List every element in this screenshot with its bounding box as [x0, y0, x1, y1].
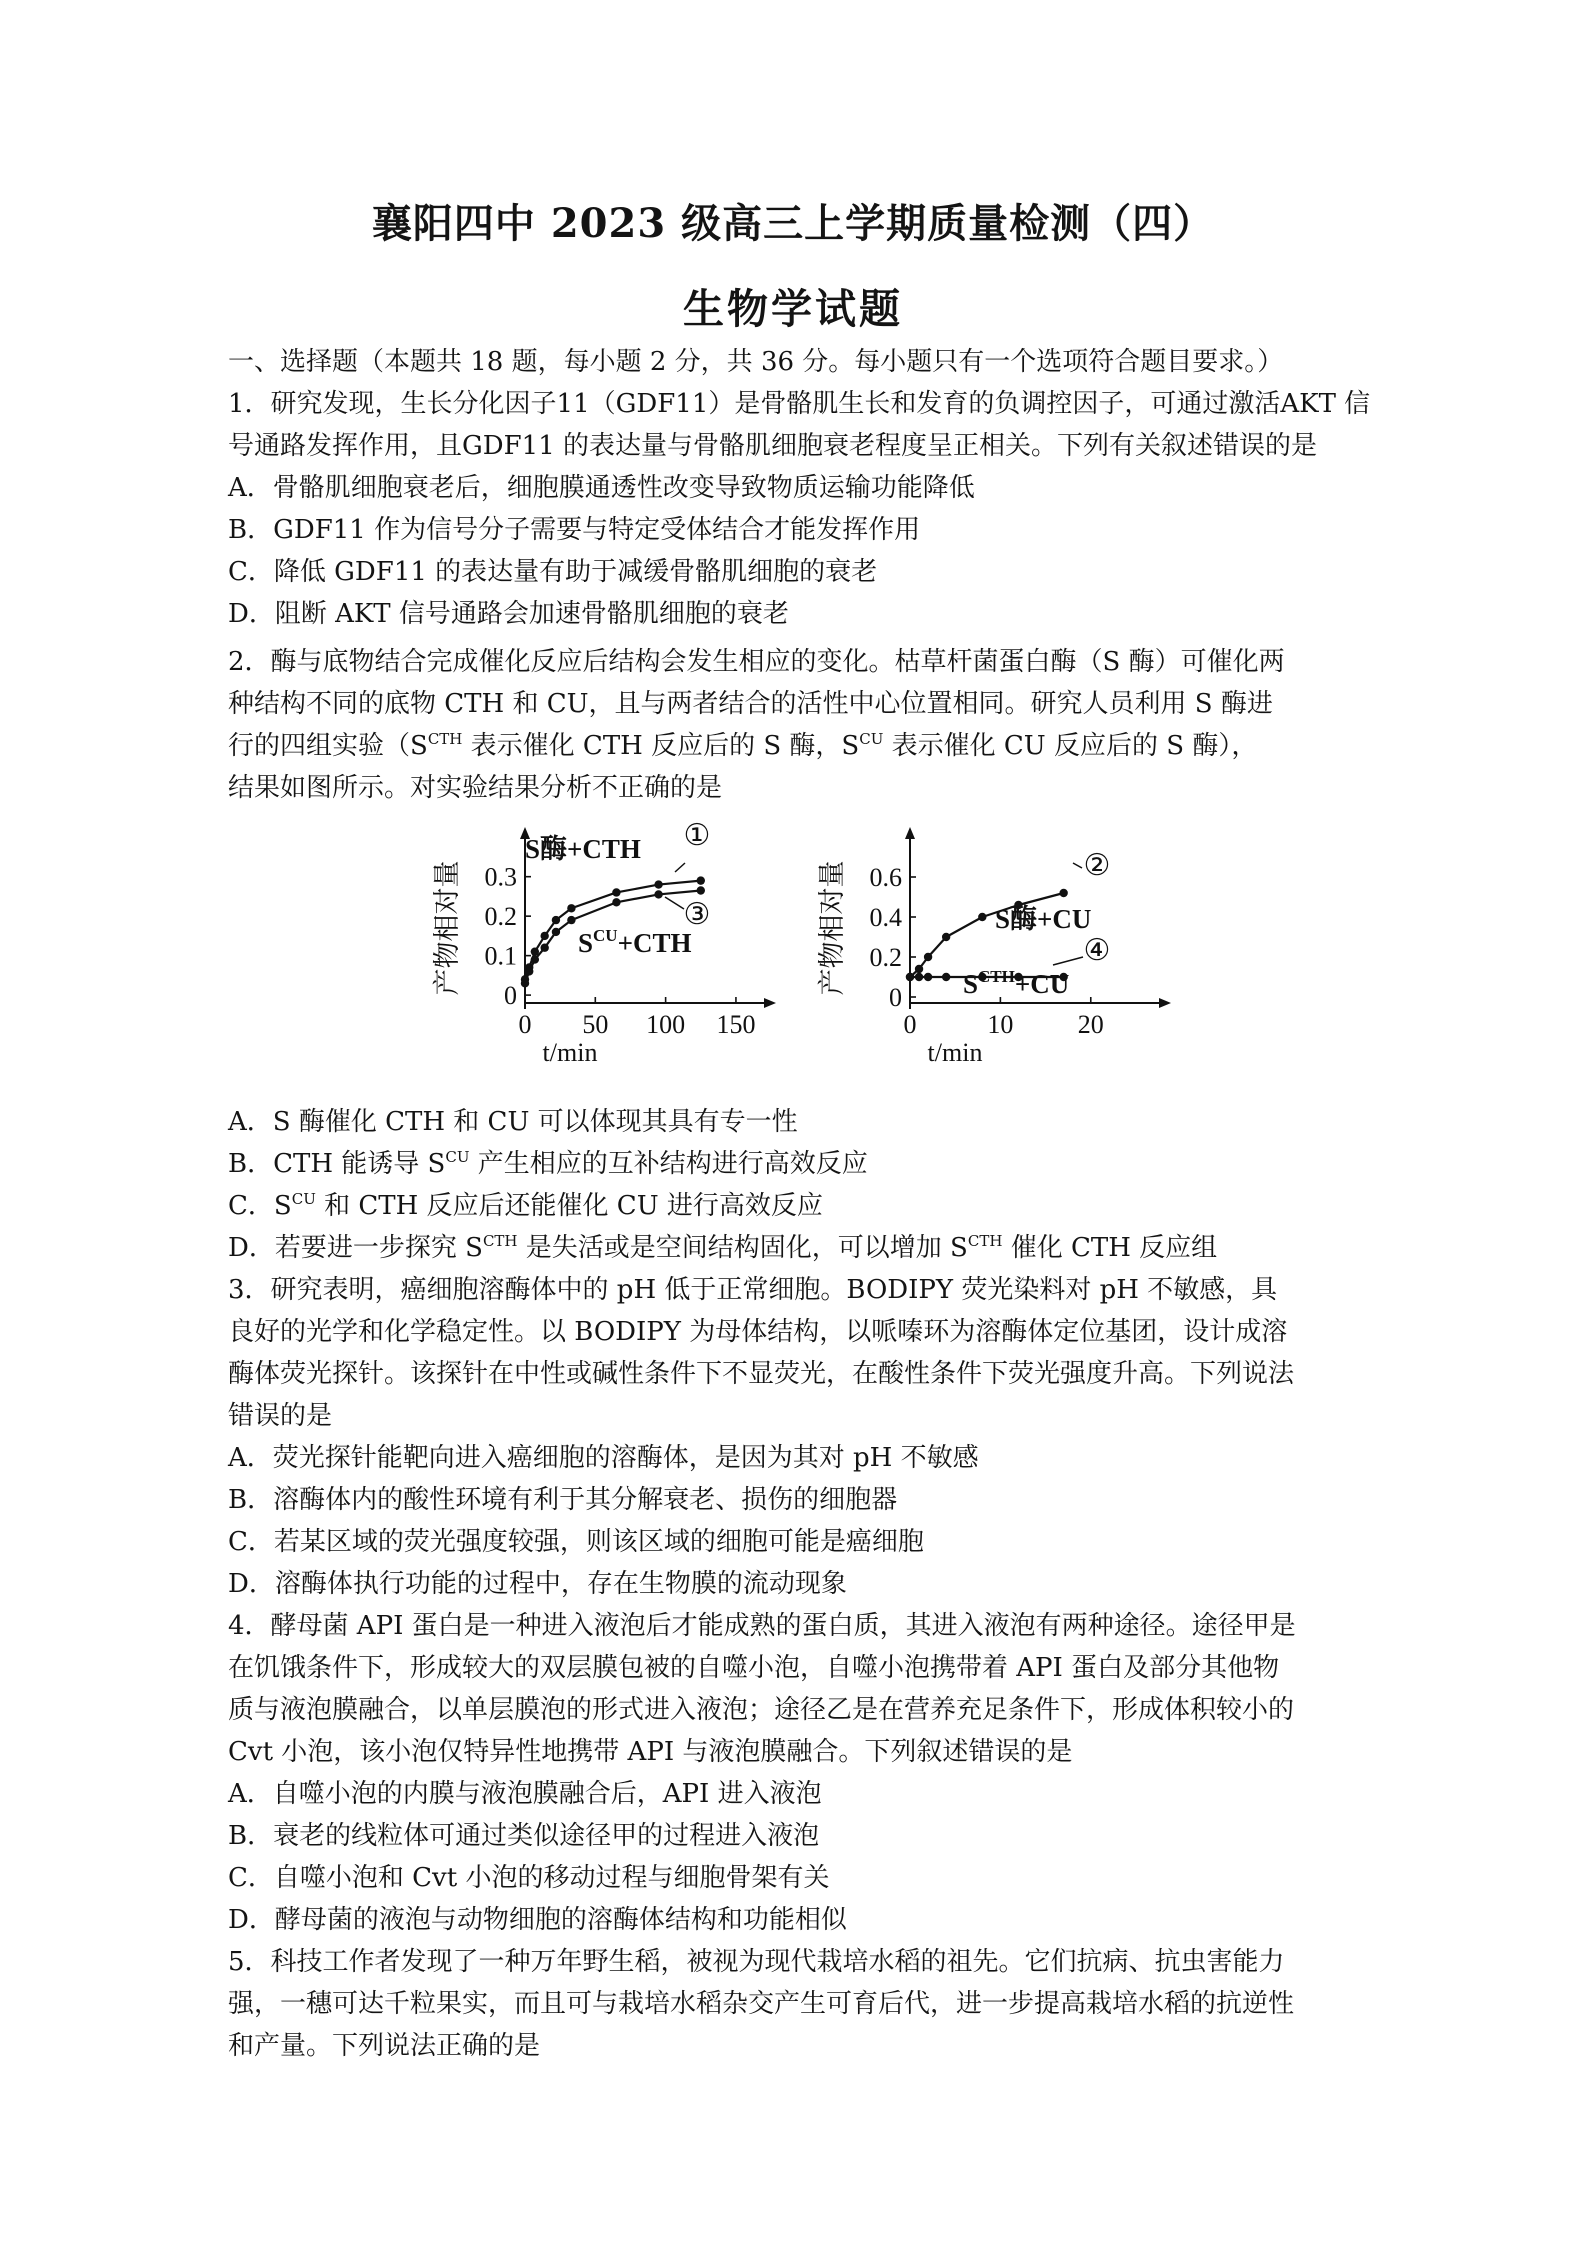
q3-stem-line: 良好的光学和化学稳定性。以 BODIPY 为母体结构，以哌嗪环为溶酶体定位基团，设计成溶 — [228, 1317, 1288, 1347]
marker-leader — [1053, 957, 1083, 965]
y-tick-label: 0.2 — [484, 902, 517, 932]
data-point — [978, 913, 986, 921]
q2-option-d: D．若要进一步探究 $S^{CTH}$ 是失活或是空间结构固化，可以增加 $S^{CTH}$ 催化 CTH 反应组 — [228, 1232, 1218, 1263]
series-label-upper: S酶+CU — [995, 904, 1092, 934]
q2-stem-line: 结果如图所示。对实验结果分析不正确的是 — [228, 773, 723, 803]
data-point — [654, 890, 662, 898]
x-tick-label: 150 — [716, 1010, 756, 1039]
q4-option-d: D．酵母菌的液泡与动物细胞的溶酶体结构和功能相似 — [228, 1905, 847, 1935]
q1-option-c: C．降低 GDF11 的表达量有助于减缓骨骼肌细胞的衰老 — [228, 557, 878, 587]
data-point — [540, 932, 548, 940]
q3-stem-line: 错误的是 — [228, 1401, 333, 1431]
marker-leader — [675, 863, 685, 872]
series-label-lower: $S^{CTH}+CU$ — [963, 967, 1070, 999]
q1-stem-line: 号通路发挥作用，且GDF11 的表达量与骨骼肌细胞衰老程度呈正相关。下列有关叙述错误的是 — [228, 431, 1318, 461]
data-point — [906, 973, 914, 981]
x-axis-arrow — [764, 998, 776, 1008]
data-point — [942, 973, 950, 981]
y-tick-label: 0.1 — [484, 941, 517, 971]
data-point — [942, 933, 950, 941]
q2-option-a: A．S 酶催化 CTH 和 CU 可以体现其具有专一性 — [228, 1107, 798, 1137]
y-tick-label: 0.3 — [484, 862, 517, 892]
x-axis-label: t/min — [542, 1038, 598, 1067]
q2-stem-line: 行的四组实验（$S^{CTH}$ 表示催化 CTH 反应后的 S 酶，$S^{CU}$ 表示催化 CU 反应后的 S 酶）， — [228, 730, 1258, 761]
data-point — [552, 928, 560, 936]
q3-stem-line: 酶体荧光探针。该探针在中性或碱性条件下不显荧光，在酸性条件下荧光强度升高。下列说法 — [228, 1359, 1295, 1389]
q5-stem-line: 5．科技工作者发现了一种万年野生稻，被视为现代栽培水稻的祖先。它们抗病、抗虫害能力 — [228, 1947, 1285, 1977]
q5-stem-line: 强，一穗可达千粒果实，而且可与栽培水稻杂交产生可育后代，进一步提高栽培水稻的抗逆性 — [228, 1989, 1295, 2019]
series-marker: ② — [1083, 849, 1111, 882]
section-heading: 一、选择题（本题共 18 题，每小题 2 分，共 36 分。每小题只有一个选项符合题目要求。） — [228, 347, 1284, 377]
q4-stem-line: 在饥饿条件下，形成较大的双层膜包被的自噬小泡，自噬小泡携带着 API 蛋白及部分其他物 — [228, 1653, 1280, 1683]
series-marker: ① — [683, 819, 711, 852]
q5-stem-line: 和产量。下列说法正确的是 — [228, 2031, 541, 2061]
series-label-upper: S酶+CTH — [525, 834, 641, 864]
x-tick-label: 20 — [1077, 1010, 1104, 1039]
data-point — [612, 898, 620, 906]
data-point — [915, 965, 923, 973]
series-marker: ③ — [683, 898, 711, 931]
x-tick-label: 100 — [646, 1010, 686, 1039]
y-tick-label: 0.2 — [869, 943, 902, 972]
q4-option-c: C．自噬小泡和 Cvt 小泡的移动过程与细胞骨架有关 — [228, 1863, 830, 1893]
marker-leader — [665, 897, 684, 909]
q3-option-b: B．溶酶体内的酸性环境有利于其分解衰老、损伤的细胞器 — [228, 1485, 898, 1515]
data-point — [567, 916, 575, 924]
chart-left — [420, 805, 800, 1095]
exam-title: 襄阳四中 2023 级高三上学期质量检测（四） — [371, 200, 1215, 247]
data-point — [915, 973, 923, 981]
q1-option-b: B．GDF11 作为信号分子需要与特定受体结合才能发挥作用 — [228, 515, 921, 545]
exam-subtitle: 生物学试题 — [683, 285, 903, 333]
q2-option-c: C．$S^{CU}$ 和 CTH 反应后还能催化 CU 进行高效反应 — [228, 1190, 823, 1221]
chart-right — [805, 805, 1175, 1095]
q3-option-a: A．荧光探针能靶向进入癌细胞的溶酶体，是因为其对 pH 不敏感 — [228, 1443, 979, 1473]
y-tick-label: 0.4 — [869, 903, 902, 932]
y-axis-label: 产物相对量 — [432, 860, 462, 996]
q2-stem-line: 2．酶与底物结合完成催化反应后结构会发生相应的变化。枯草杆菌蛋白酶（S 酶）可催化两 — [228, 647, 1285, 677]
data-point — [924, 953, 932, 961]
data-point — [924, 973, 932, 981]
y-tick-label: 0 — [889, 983, 902, 1012]
x-tick-label: 50 — [582, 1010, 609, 1039]
q2-stem-line: 种结构不同的底物 CTH 和 CU，且与两者结合的活性中心位置相同。研究人员利用 S 酶进 — [228, 689, 1273, 719]
q1-option-a: A．骨骼肌细胞衰老后，细胞膜通透性改变导致物质运输功能降低 — [228, 473, 975, 503]
data-point — [654, 880, 662, 888]
q4-stem-line: Cvt 小泡，该小泡仅特异性地携带 API 与液泡膜融合。下列叙述错误的是 — [228, 1737, 1073, 1767]
q1-option-d: D．阻断 AKT 信号通路会加速骨骼肌细胞的衰老 — [228, 599, 789, 629]
data-point — [612, 888, 620, 896]
x-tick-label: 10 — [987, 1010, 1014, 1039]
q4-option-b: B．衰老的线粒体可通过类似途径甲的过程进入液泡 — [228, 1821, 820, 1851]
x-axis-label: t/min — [927, 1038, 983, 1067]
y-tick-label: 0.6 — [869, 863, 902, 892]
data-point — [525, 967, 533, 975]
data-point — [697, 876, 705, 884]
marker-leader — [1073, 863, 1082, 868]
y-tick-label: 0 — [504, 981, 517, 1011]
data-point — [531, 955, 539, 963]
x-tick-label: 0 — [903, 1010, 917, 1039]
y-axis-arrow — [905, 827, 915, 839]
x-tick-label: 0 — [518, 1010, 532, 1039]
data-point — [697, 886, 705, 894]
q3-option-c: C．若某区域的荧光强度较强，则该区域的细胞可能是癌细胞 — [228, 1527, 924, 1557]
series-marker: ④ — [1083, 934, 1111, 967]
q4-stem-line: 质与液泡膜融合，以单层膜泡的形式进入液泡；途径乙是在营养充足条件下，形成体积较小的 — [228, 1695, 1295, 1725]
data-point — [1059, 889, 1067, 897]
series-label-lower: $S^{CU}+CTH$ — [578, 926, 692, 958]
y-axis-label: 产物相对量 — [817, 860, 847, 996]
q4-option-a: A．自噬小泡的内膜与液泡膜融合后，API 进入液泡 — [228, 1779, 822, 1809]
data-point — [567, 904, 575, 912]
q1-stem-line: 1．研究发现，生长分化因子11（GDF11）是骨骼肌生长和发育的负调控因子，可通过激活AKT 信 — [228, 389, 1371, 419]
data-point — [552, 916, 560, 924]
data-point — [521, 979, 529, 987]
q2-option-b: B．CTH 能诱导 $S^{CU}$ 产生相应的互补结构进行高效反应 — [228, 1148, 868, 1179]
q3-option-d: D．溶酶体执行功能的过程中，存在生物膜的流动现象 — [228, 1569, 847, 1599]
data-point — [540, 944, 548, 952]
x-axis-arrow — [1159, 998, 1171, 1008]
q3-stem-line: 3．研究表明，癌细胞溶酶体中的 pH 低于正常细胞。BODIPY 荧光染料对 pH 不敏感，具 — [228, 1275, 1278, 1305]
q4-stem-line: 4．酵母菌 API 蛋白是一种进入液泡后才能成熟的蛋白质，其进入液泡有两种途径。途径甲是 — [228, 1611, 1296, 1641]
